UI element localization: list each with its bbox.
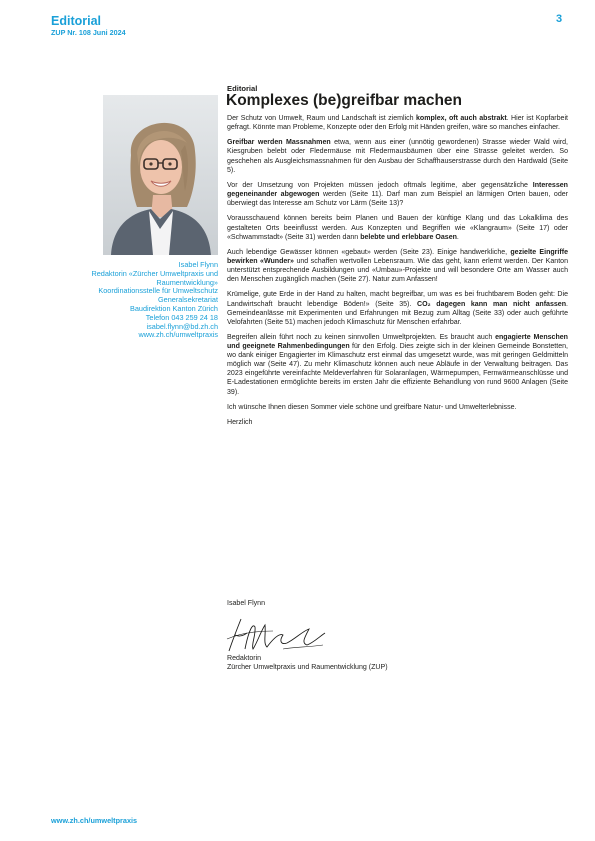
author-department: Koordinationsstelle für Umweltschutz xyxy=(98,286,218,296)
emphasis-text: komplex, oft auch abstrakt xyxy=(416,115,507,122)
paragraph-text: Herzlich xyxy=(227,419,253,427)
signoff-role-title: Redaktorin xyxy=(227,655,262,662)
handwritten-signature-icon xyxy=(223,609,333,659)
paragraph-text: etwa, wenn aus einer (unnötig gewordenen) Strasse wieder Wald wird, Kiesgruben belebt oder Fledermäuse mit Fledermausbäumen über eine Strasse geleitet werden. So geschehen als Ausgleichsmassnahmen für den Ausbau der Schaffhauserstrasse durch den Hardwald (Seite 5). xyxy=(227,139,568,174)
emphasis-text: Greifbar werden Massnahmen xyxy=(227,139,331,147)
paragraph-text: und schaffen wertvollen Lebensraum. Wie das geht, kann erlernt werden. Der Kanton unterstützt entsprechende Ausbildungen und «Umbau»-Projekte und will besondere Orte am Wasser auch den Menschen zugänglich machen (Seite 27). Natur zum Anfassen! xyxy=(227,257,568,284)
emphasis-text: CO₂ dagegen kann man nicht anfassen xyxy=(416,300,567,308)
author-phone: Telefon 043 259 24 18 xyxy=(145,312,218,322)
signoff-role xyxy=(227,654,388,672)
article-paragraph xyxy=(227,248,568,284)
paragraph-text: für den Erfolg. Dies zeigte sich in der kleinen Gemeinde Bonstetten, wo dank einiger Engagierter im Klimaschutz erst einmal das umgesetzt wurde, was mit geringen Geldmitteln möglich war (Seite 47). Zu mehr Klimaschutz können auch neue Abläufe in der Verwaltung beitragen. Das 2023 eingeführte vereinfachte Meldeverfahren für Solaranlagen, Wärmepumpen, Fernwärmeanschlüsse und E-Ladestationen ermöglichte bereits im ersten Jahr die effiziente Behandlung von rund 9600 Anlagen (Seite 39). xyxy=(227,343,569,396)
emphasis-text: belebte und erlebbare Oasen xyxy=(360,233,457,241)
paragraph-text: . Gemeindeanlässe mit Experimenten und Erfahrungen mit Bezug zum Alltag (Seite 33) oder auch geführte Velofahrten (Seite 51) machen jedoch Klimaschutz für Menschen erfahrbar. xyxy=(227,300,569,326)
author-contact-box xyxy=(56,261,218,340)
article-paragraph xyxy=(227,114,568,132)
author-office: Generalsekretariat xyxy=(157,295,218,305)
issue-label: ZUP Nr. 108 Juni 2024 xyxy=(51,28,126,37)
section-title: Editorial xyxy=(51,14,102,28)
paragraph-text: Der Schutz von Umwelt, Raum und Landschaft ist ziemlich xyxy=(227,115,416,122)
footer-website-link[interactable]: www.zh.ch/umweltpraxis xyxy=(51,816,138,825)
paragraph-text: Auch lebendige Gewässer können «gebaut» werden (Seite 23). Einige handwerkliche, xyxy=(227,248,511,256)
author-directorate: Baudirektion Kanton Zürich xyxy=(129,303,218,313)
article-paragraph xyxy=(227,333,568,397)
author-role-cont: Raumentwicklung» xyxy=(156,277,218,287)
article-paragraph xyxy=(227,403,568,412)
article-paragraph xyxy=(227,138,568,174)
emphasis-text: Interessen gegeneinander abgewogen xyxy=(227,181,568,199)
paragraph-text: Begreifen allein führt noch zu keinen sinnvollen Umweltprojekten. Es braucht auch xyxy=(227,334,496,341)
article-kicker: Editorial xyxy=(227,84,258,93)
signoff-role-org: Zürcher Umweltpraxis und Raumentwicklung (ZUP) xyxy=(227,664,388,672)
signoff-name: Isabel Flynn xyxy=(227,600,265,607)
paragraph-text: Ich wünsche Ihnen diesen Sommer viele schöne und greifbare Natur- und Umwelterlebnisse. xyxy=(227,403,517,411)
article-paragraph xyxy=(227,418,568,427)
article-headline: Komplexes (be)greifbar machen xyxy=(226,92,463,109)
author-portrait-photo xyxy=(103,95,218,255)
paragraph-text: . Hier ist Kopfarbeit gefragt. Könnte man Probleme, Konzepte oder den Erfolg mit Händen greifen, wäre so manches einfacher. xyxy=(227,115,568,132)
paragraph-text: Vor der Umsetzung von Projekten müssen jedoch oftmals legitime, aber gegensätzliche xyxy=(227,181,533,189)
article-paragraph xyxy=(227,290,568,326)
author-email-link[interactable]: isabel.flynn@bd.zh.ch xyxy=(146,321,218,331)
emphasis-text: gezielte Eingriffe bewirken «Wunder» xyxy=(227,248,568,265)
article-paragraph xyxy=(227,214,568,241)
page-number: 3 xyxy=(556,13,563,25)
article-body xyxy=(227,114,568,433)
author-role: Redaktorin «Zürcher Umweltpraxis und xyxy=(91,268,218,278)
paragraph-text: Vorausschauend können bereits beim Planen und Bauen der künftige Klang und das Lokalklima des gestalteten Orts beeinflusst werden. Aus Konzepten und Begriffen wie «Klangraum» (Seite 17) oder «Schwammstadt» (Seite 31) werden dann xyxy=(227,215,568,241)
paragraph-text: . xyxy=(456,233,459,241)
author-name: Isabel Flynn xyxy=(178,260,218,269)
portrait-illustration-icon xyxy=(103,95,218,255)
article-paragraph xyxy=(227,181,568,208)
author-website-link[interactable]: www.zh.ch/umweltpraxis xyxy=(138,330,218,340)
paragraph-text: werden (Seite 11). Darf man zum Beispiel an lärmigen Orten bauen, oder überwiegt das Interesse am Schutz vor Lärm (Seite 13)? xyxy=(227,191,569,208)
emphasis-text: engagierte Menschen und geeignete Rahmenbedingungen xyxy=(227,334,568,351)
paragraph-text: Krümelige, gute Erde in der Hand zu halten, macht begreifbar, um was es bei fruchtbarem Boden geht: Die Landwirtschaft braucht lebendige Böden!» (Seite 35). xyxy=(227,291,568,308)
